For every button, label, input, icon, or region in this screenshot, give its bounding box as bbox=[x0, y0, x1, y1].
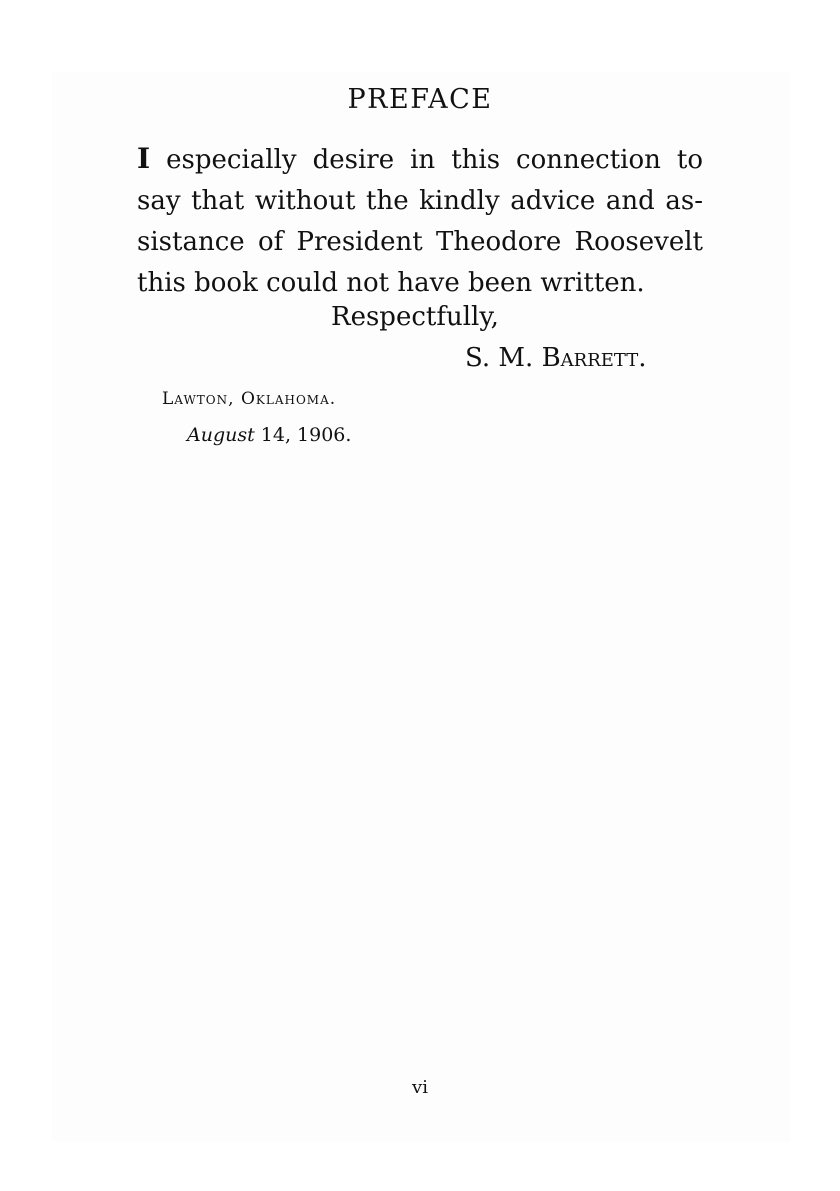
place-line: Lawton, Oklahoma. bbox=[162, 389, 337, 409]
preface-paragraph bbox=[137, 138, 703, 304]
preface-paragraph-text: especially desire in this connection to say that without the kindly advice and assistance of President Theodore Roosevelt this book could not have been written. bbox=[137, 145, 703, 298]
date-line bbox=[187, 424, 351, 446]
preface-heading: PREFACE bbox=[347, 84, 493, 115]
page-number: vi bbox=[412, 1077, 428, 1098]
author-signature: S. M. Barrett. bbox=[465, 343, 647, 373]
date-day-year: 14, 1906. bbox=[254, 424, 352, 446]
date-month: August bbox=[187, 424, 255, 446]
complimentary-closing: Respectfully, bbox=[331, 302, 499, 332]
dropcap-letter: I bbox=[137, 142, 151, 175]
